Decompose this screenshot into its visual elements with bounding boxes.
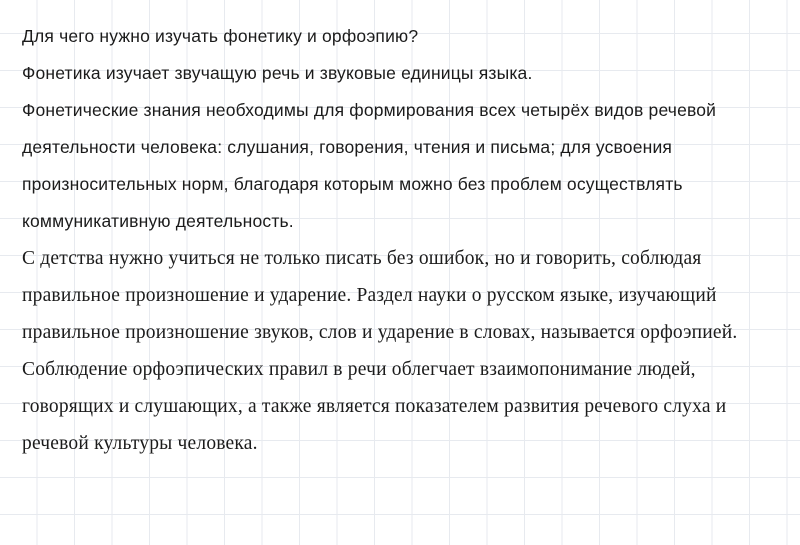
answer-paragraph-1: Фонетика изучает звучащую речь и звуковые единицы языка.: [22, 63, 533, 83]
question-line: Для чего нужно изучать фонетику и орфоэпию?: [22, 26, 419, 46]
answer-text-block: [22, 18, 780, 462]
answer-paragraph-3: С детства нужно учиться не только писать без ошибок, но и говорить, соблюдая правильное произношение и ударение. Раздел науки о русском языке, изучающий правильное произношение звуков, слов и ударение в словах, называется орфоэпией. Соблюдение орфоэпических правил в речи облегчает взаимопонимание людей, говорящих и слушающих, а также является показателем развития речевого слуха и речевой культуры человека.: [22, 248, 738, 454]
answer-paragraph-2: Фонетические знания необходимы для формирования всех четырёх видов речевой деятельности человека: слушания, говорения, чтения и письма; для усвоения произносительных норм, благодаря которым можно без проблем осуществлять коммуникативную деятельность.: [22, 100, 717, 231]
